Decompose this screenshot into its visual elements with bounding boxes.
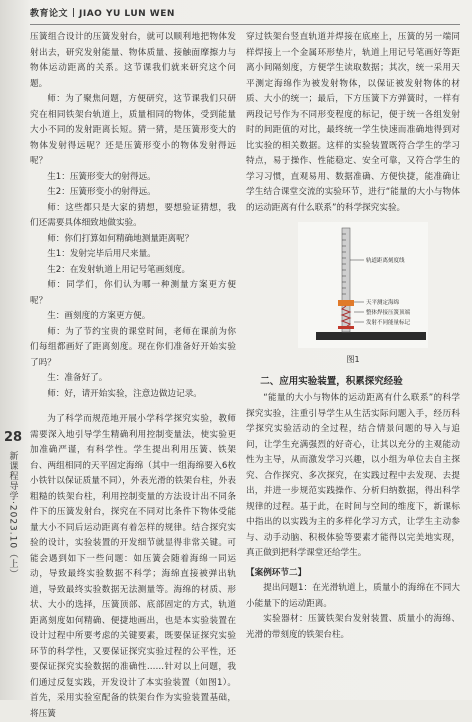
apparatus-figure [246,220,460,350]
apparatus-diagram [246,220,460,350]
dialogue-line: 师：好，请开始实验，注意边做边记录。 [47,388,202,399]
dialogue-line: 生：准备好了。 [47,373,108,383]
figure-label-energy-marks: 发射不同能量标记 [366,320,411,326]
sponge-block [338,300,354,306]
dialogue-line: 师：你们打算如何精确地测量距离呢？ [47,233,194,244]
paragraph: 压簧组合设计的压簧发射台，就可以顺利地把物体发射出去，研究发射能量、物体质量、接触面摩擦力与物体运动距离的关系。这节课我们就来研究这个问题。 [30,32,236,89]
dialogue-line: 生2：在发射轨道上用记号笔画刻度。 [47,264,191,275]
page-header [30,6,460,24]
paragraph: “能量的大小与物体的运动距离有什么联系”的科学探究实验，注重引导学生从生活实际问题入手，经历科学探究实验活动的全过程，结合情景问题的导入与追问，让学生充满强烈的好奇心，让其以充分的主观能动性为主导，从而激发学习兴趣，以小组为单位去自主探究、合作探究、多次探究，在实践过程中去发现、去提出，并进一步规范实践操作、分析归纳数据，得出科学规律的过程。基于此，在时间与空间的维度下，新课标中指出的以实践为主的多样化学习方式，让学生主动参与、动手动脑、积极体验等要素才能得以完美地实现，真正做到把科学课堂还给学生。 [246,393,460,558]
figure-background [298,222,428,348]
energy-mark [338,326,354,329]
paragraph: 为了科学而规范地开展小学科学探究实验，教师需要深入地引导学生精确利用控制变量法，使实验更加准确严谨，有科学性。学生提出利用压簧、铁架台、两组相同的天平固定海绵（其中一组海绵要入6枚小铁针以保证质量不同），外表光滑的铁架台柱，外表粗糙的铁架台柱，利用控制变量的方法设计出不同条件下的压簧发射台，探究在不同对比条件下物体受能量大小不同后运动距离有着怎样的规律。结合探究实验的设计，实验装置的开发细节就显得非常关键。可能会遇到如下一些问题：如压簧会随着海绵一同运动，导致最终实验数据不科学；海绵直接被弹出轨道，导致最终实验数据无法测量等。海绵的材质、形状、大小的选择，压簧顶部、底部固定的方式，轨道距离刻度如何精确、便捷地画出，也是本实验装置在设计过程中所要考虑的关键要素，既要保证探究实验环节的科学性，又要保证探究实验过程的公平性，还要保证探究实验数据的准确性……针对以上问题，我们通过反复实践，开发设计了本实验装置（如图1）。首先，采用实验室配备的铁架台作为实验装置基础，将压簧 [30,414,236,719]
dialogue-line: 生1：压簧形变大的射得远。 [47,171,156,182]
paragraph: 穿过铁架台竖直轨道并焊接在底座上，压簧的另一端同样焊接上一个金属环形垫片，轨道上用记号笔画好等距离小间隔刻度，方便学生读取数据；其次，统一采用天平测定海绵作为被发射物体，以保证被发射物体的材质、大小的统一；最后，下方压簧下方弹簧时，一样有两段记号作为不同形变程度的标记，便于统一各组发射时的间距值的对比，最终统一学生快速而准确地得到对比实验的相关数据。这样的实验装置既符合学生的学习特点，易于操作、性能稳定、安全可靠，又符合学生的学习习惯，直观易用、数据准确、方便快捷，能准确让学生结合课堂交流的实验环节，进行“能量的大小与物体的运动距离有什么联系”的科学探究实验。 [246,32,460,213]
dialogue-line: 师：为了节约宝贵的课堂时间，老师在课前为你们每组都画好了距离刻度。现在你们准备好开始实验了吗？ [30,326,236,368]
dialogue-line: 生：画刻度的方案更方便。 [47,311,151,321]
section-heading: 二、应用实验装置，积累探究经验 [260,375,403,387]
header-divider [30,24,460,25]
left-column [30,30,236,722]
page-sidebar [4,430,22,582]
right-column [246,30,460,643]
case-heading: 【案例环节二】 [246,567,307,578]
figure-label-sponge: 天平测定海绵 [366,300,400,306]
journal-name-pinyin: JIAO YU LUN WEN [79,9,175,19]
dialogue-line: 生2：压簧形变小的射得远。 [47,187,156,197]
paragraph: 实验器材：压簧铁架台发射装置、质量小的海绵、光滑的带刻度的铁架台柱。 [246,614,460,640]
page-number: 28 [4,430,23,445]
dialogue-line: 师：同学们，你们认为哪一种测量方案更方便呢？ [30,280,236,306]
dialogue-line: 师：这些都只是大家的猜想，要想验证猜想，我们还需要具体细致地做实验。 [30,202,236,228]
dialogue-line: 生1：发射完毕后用尺来量。 [47,249,156,259]
journal-issue-info: 新课程导学·2023.10（上） [7,451,18,580]
figure-caption: 图1 [346,355,360,364]
journal-name-cn: 教育论文 [30,9,69,19]
stand-base [316,332,426,340]
figure-label-scale: 轨道距离刻度线 [366,258,405,264]
paragraph: 提出问题1：在光滑轨道上，质量小的海绵在不同大小能量下的运动距离。 [246,583,460,609]
paragraph-gap [30,402,236,412]
paragraph: 师：为了聚焦问题，方便研究，这节课我们只研究在相同铁架台轨道上，质量相同的物体，受到能量大小不同的发射距离长短。猜一猜，是压簧形变大的物体发射得远呢？还是压簧形变小的物体发射得远呢？ [30,94,236,166]
figure-label-spring-top: 整体焊接压簧顶端 [366,310,411,316]
header-separator [73,8,74,17]
